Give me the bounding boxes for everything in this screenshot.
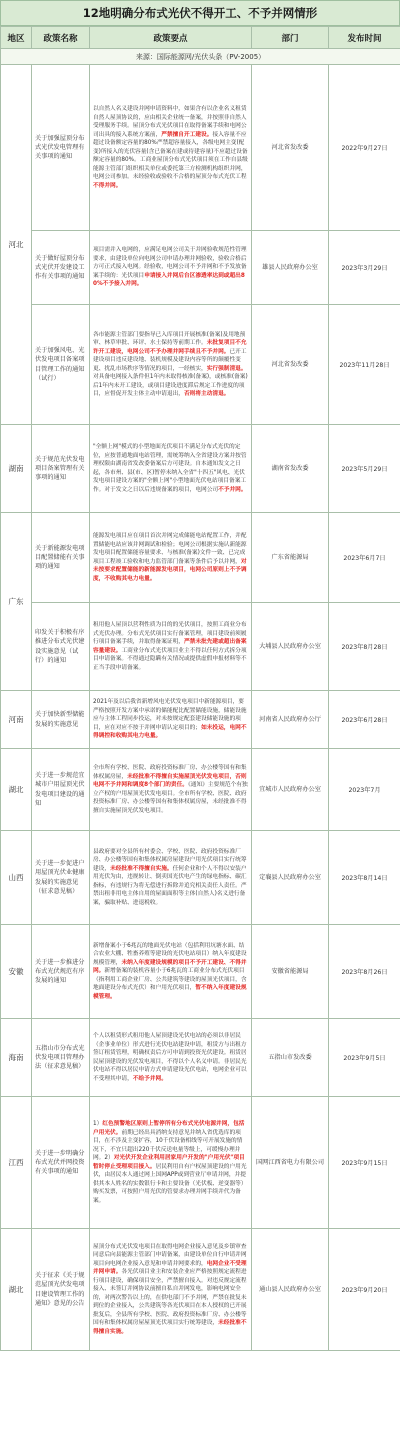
region-cell-henan: 河南: [1, 691, 32, 749]
table-row: [1, 1019, 400, 1097]
policy-points: [90, 603, 252, 691]
policy-text: 《通知》主要规范个有独立产权的户用屋顶光伏发电项目。全市所有学校、医院、政府投资标准厂房、办公楼等国有和集体权属房屋，未经批准不得擅自实施屋顶光伏发电项目。: [93, 782, 248, 814]
policy-text: 任何企业和个人不得以安装户用光伏为由，违规转让、倒卖国光伏电产生的绿电指标、碳汇指标，有违规行为将无偿进行拆除并追究相关责任人责任。严禁出租非用电主体自用的屋面面积等主体(自然人)名义进行备案，骗取补贴、进退税收。: [93, 865, 247, 906]
table-row: [1, 1229, 400, 1351]
department: 雄县人民政府办公室: [252, 231, 329, 305]
publish-date: 2023年11月28日: [329, 305, 400, 425]
highlight-text: 严禁擅自开工建设。: [161, 131, 213, 138]
policy-text: "全额上网"模式的小型地面光伏项目不满足分布式光伏的定位，应按普通地面电站管理，需统筹纳入全省建设方案并按管理权限由湖南省发改委备案后方可建设。自本通知发文之日起，各市州、县(市、区)暂停未纳入全省"十四五"风电、光伏发电项目建设方案的"全额上网"小型地面光伏电站项目备案工作。对于发文之日以后违规备案的项目，电网公司: [93, 444, 247, 493]
policy-text: 租用他人屋顶以营利性质为目的的光伏项目，按照工商业分布式光伏办理。分布式光伏项目实行备案管理，项目建设前须履行项目备案手续，并取得备案证明，: [93, 622, 247, 645]
policy-text: 全市所有学校、医院、政府投资标准厂房、办公楼等国有和集体权属房屋，: [93, 765, 247, 780]
policy-text: 已开工建设项目违反建设地、装机规模及建设内容等所的颠覆性变更、扰乱市场秩序等情况的项目，一经核实，: [93, 348, 247, 372]
department: 河北省发改委: [252, 65, 329, 231]
region-cell-hubei: 湖北: [1, 1229, 32, 1351]
policy-points: [90, 65, 252, 231]
highlight-text: 申请接入并网后台区渗透率达到或超出80%不予接入并网。: [93, 272, 245, 288]
publish-date: 2023年5月29日: [329, 425, 400, 513]
page-title: 12地明确分布式光伏不得开工、不予并网情形: [0, 0, 400, 26]
publish-date: 2023年9月5日: [329, 1019, 400, 1097]
policy-text: 屋顶分布式光伏发电项目在取得电网企业接入意见及乡镇审查同意后向县能源主管部门申请备案，由建设单位自行申请并网项目向电网企业接入意见和申请并网要求的，: [93, 1243, 247, 1267]
policy-points: [90, 231, 252, 305]
publish-date: 2023年8月26日: [329, 925, 400, 1019]
policy-name: 关于进一步明确分布式光伏并网投资有关事项的通知: [32, 1097, 90, 1229]
region-cell-guangdong: 广东: [1, 513, 32, 691]
highlight-text: 未经批准不得擅自实施。: [93, 1320, 247, 1335]
region-cell-jiangxi: 江西: [1, 1097, 32, 1229]
publish-date: 2023年8月14日: [329, 831, 400, 925]
publish-date: 2023年3月29日: [329, 231, 400, 305]
publish-date: 2023年6月7日: [329, 513, 400, 603]
source-row: [1, 49, 400, 65]
table-row: [1, 231, 400, 305]
policy-text: 工商业分布式光伏项目业主不得以任何方式拆分项目申请备案。不得通过隐瞒有关情况或提供虚假申报材料等不正当手段申请备案。: [93, 647, 247, 671]
policy-points: [90, 831, 252, 925]
region-cell-hubei: 湖北: [1, 749, 32, 831]
table-row: [1, 425, 400, 513]
table-row: [1, 305, 400, 425]
policy-name: 关于做好屋顶分布式光伏开发建设工作有关事项的通知: [32, 231, 90, 305]
policy-text: 前期已经出具消纳支持意见并纳入省优选库的项目，在不涉及主变扩容，10千伏设备相线等可开展发施的情况下，不宜只超出220千伏反送电量等级上，可缓慢办理并网。2）: [93, 1129, 243, 1161]
policy-text: 接入容量不应超过设备额定容量的80%严禁超容量接入，各级电网主变(配变)所接入的光伏容量(含已备案在建或待建容量)不应超过设备额定容量的80%。工商业屋顶分布式光伏项目须在工作自县级能源主管部门组织相关单位或委托第三方检测机构组织并网，电网公司参加。未经验收或验收不合格的屋顶分布式光伏工程: [93, 131, 248, 180]
source-note: 来源：国际能源网/光伏头条（PV-2005）: [1, 49, 400, 65]
department: 河南省人民政府办公厅: [252, 691, 329, 749]
policy-text: 居民利用自有户权屋顶建设的户用光伏，由居民本人通过网上国网APP或到营业厅申请并网，并提供其本人姓名的实数银行卡和主要设备（光伏板、逆变器等）购买发票，可按照户用光伏的管要求办理并网手续并代为备案。: [93, 1163, 247, 1204]
policy-points: [90, 513, 252, 603]
policy-text: 新增备案小于6兆瓦的地面光伏电站（包括利用坑塘水面、结合农业大棚、牲畜养殖等建设的光伏电站项目）纳入年度建设规模管理，: [93, 942, 247, 966]
policy-text: 各市能源主管部门要指导已入库项目开展核准(备案)及用地预审、林草审批、环评、水土保持等前期工作。: [93, 331, 246, 346]
policy-name: 关于新能源发电项目配置储能有关事项的通知: [32, 513, 90, 603]
policy-text: 1）: [93, 1121, 103, 1127]
highlight-text: 不予并网。: [218, 486, 247, 493]
region-cell-shanxi: 山西: [1, 831, 32, 925]
policy-table: [0, 26, 400, 1351]
highlight-text: 暂不纳入年度建设规模管理。: [93, 985, 247, 1000]
policy-name: 关于进一步推进分布式光伏规范有序发展的通知: [32, 925, 90, 1019]
table-row: [1, 749, 400, 831]
highlight-text: 不得并网。: [93, 182, 122, 189]
policy-text: 2021年及以后我省新增风电光伏发电项目中新能源项目，要严格按照开发方案中承诺的储能配比配置储能设施，储能设施应与主体工程同步投运，对未按规定配套建设储能设施的项目，应在对应不按于并网申请认定项目的；: [93, 699, 247, 731]
policy-name: 五指山市分布式光伏发电项目管理办法（征求意见稿）: [32, 1019, 90, 1097]
policy-name: 关于加快新型储能发展的实施意见: [32, 691, 90, 749]
highlight-text: 严禁未批先建或超出备案容量建设。: [93, 639, 247, 654]
policy-name: 关于进一步促进户用屋顶光伏业健康发展的实施意见（征求意见稿）: [32, 831, 90, 925]
policy-text: 新增备案的装机容量小于6兆瓦的工商业分布式光伏项目（指利用工商企业厂房、公共建筑等建设的屋顶光伏项目，含地面建设分布式光伏）和户用光伏项目，: [93, 968, 247, 992]
table-row: [1, 691, 400, 749]
table-row: [1, 513, 400, 603]
department: 河北省发改委: [252, 305, 329, 425]
publish-date: 2023年9月20日: [329, 1229, 400, 1351]
policy-points: [90, 925, 252, 1019]
policy-name: 关于加强屋顶分布式光伏发电管理有关事项的通知: [32, 65, 90, 231]
department: 五指山市发改委: [252, 1019, 329, 1097]
policy-text: 对具备电网接入条件但1年内未取得核准(备案)，或核准(备案)后1年内未开工建设，或项目建设进度滞后规定工作进度的项目，应督促开发主体主动申请退出，: [93, 374, 248, 397]
department: 宜城市人民政府办公室: [252, 749, 329, 831]
table-row: [1, 603, 400, 691]
policy-name: 印发关于积极有序推进分布式光伏建设实施意见（试行）的通知: [32, 603, 90, 691]
policy-name: 关于进一步规范宜城市户用屋顶光伏发电项目建设的通知: [32, 749, 90, 831]
region-cell-hunan: 湖南: [1, 425, 32, 513]
highlight-text: 未经批准不得擅自实施。: [110, 865, 173, 872]
policy-text: 项目需并入电网的，应满足电网公司关于并网验收规范性管理要求，由建设单位向电网公司申请办理并网验收，验收合格后方可正式接入电网。经验收，电网公司不予并网和不予发放备案手续的：光伏项目: [93, 247, 247, 279]
policy-text: 各光伏项目业主和安装企业应严格按照规定流程进行项目建设，确保项目安全，严禁擅自接入。对违反规定流程接入、未签订并网协议前擅自私自并网发电，影响电网安全的，对两次警告以上的，在供电部门不予并网，严禁在批复未到位的企业接入，公共建筑等各光伏项目在本人授权的已开展批复后，全县所有学校、医院、政府投资标准厂房、办公楼等国有和集体权属房屋屋顶光伏项目实行统筹建设，: [93, 1269, 247, 1327]
department: 定襄县人民政府办公室: [252, 831, 329, 925]
region-cell-hainan: 海南: [1, 1019, 32, 1097]
policy-name: 关于规范光伏发电项目备案管理有关事项的通知: [32, 425, 90, 513]
policy-text: 个人以租赁形式租用他人屋顶建设光伏电站的必须以非居民（企事业单位）形式进行光伏电站建设申请，租赁方与出租方签订租赁管理，明确权责后方可申请到投资光伏建设。租赁居民屋顶建设的光伏发电项目，不得以个人名义申请。非居民光伏电站不得以居民申请方式申请建设光伏电站，电网企业可以不受理其申请，: [93, 1033, 247, 1082]
publish-date: 2022年9月27日: [329, 65, 400, 231]
header-date: 发布时间: [329, 27, 400, 49]
header-department: 部门: [252, 27, 329, 49]
highlight-text: 未经批准不得擅自实施屋顶光伏发电项目，否则电网不予并网和调度8个部门的责任。: [93, 773, 247, 788]
table-header-row: [1, 27, 400, 49]
highlight-text: 未纳入年度建设规模的项目不予开工建设、不得并网。: [93, 959, 247, 975]
header-policy-points: 政策要点: [90, 27, 252, 49]
policy-points: [90, 749, 252, 831]
publish-date: 2023年8月28日: [329, 603, 400, 691]
policy-points: [90, 1097, 252, 1229]
policy-name: 关于加强风电、光伏发电项目备案项目管理工作的通知（试行）: [32, 305, 90, 425]
highlight-text: 红色预警地区原则上暂停所有分布式光伏电源并网，包括户用光伏。: [93, 1121, 245, 1136]
highlight-text: 实行强制清退。: [206, 365, 247, 372]
policy-points: [90, 691, 252, 749]
policy-points: [90, 1229, 252, 1351]
publish-date: 2023年6月28日: [329, 691, 400, 749]
highlight-text: 否则将主动清退。: [184, 391, 230, 397]
department: 湖南省发改委: [252, 425, 329, 513]
highlight-text: 电网企业不受理并网申请。: [93, 1260, 247, 1276]
policy-points: [90, 1019, 252, 1097]
header-region: 地区: [1, 27, 32, 49]
region-cell-hebei: 河北: [1, 65, 32, 425]
policy-text: 能源发电项目应在项目首次并网完成储能电站配置工作，并配置储能电站应该并网调试和检验；电网公司根据实施认新能源发电项目配置储能容量要求、与核准(备案)文件一致、已完成项目工程竣工验收和电力监管部门备案等条件后予以并网，: [93, 533, 247, 565]
highlight-text: 未批复项目不允许开工建设，电网公司不予办理并网手续且不予并网。: [93, 340, 247, 355]
department: 通山县人民政府办公室: [252, 1229, 329, 1351]
policy-text: 县政府要对全县所有村委会、学校、医院、政府投资标准厂房、办公楼等国有和集体权属房屋建设户用光伏项目实行统筹建设，: [93, 848, 247, 872]
table-row: [1, 925, 400, 1019]
highlight-text: 对未按要求配置储能的新能源发电项目，电网公司原则上不予调度，不收购其电力电量。: [93, 558, 247, 582]
table-row: [1, 1097, 400, 1229]
highlight-text: 不给予并网。: [132, 1075, 167, 1082]
table-row: [1, 65, 400, 231]
department: 广东省能源局: [252, 513, 329, 603]
department: 国网江西省电力有限公司: [252, 1097, 329, 1229]
publish-date: 2023年9月15日: [329, 1097, 400, 1229]
policy-name: 关于征求《关于规范屋顶光伏发电项目建设管理工作的通知》意见的公告: [32, 1229, 90, 1351]
policy-text: 以自然人名义建设并网申请资料中，如果含有以企业名义租赁自然人屋顶协议的，应由相关企业统一备案，并按照非自然人受理服务手续。屋顶分布式光伏项目在取得备案手续和电网公司出具的接入系统方案前，: [93, 106, 247, 138]
highlight-text: 对光伏开发企业利用居家用户开发的"户用光伏"项目暂时停止受理项目接入。: [93, 1155, 245, 1170]
policy-points: [90, 425, 252, 513]
department: 安徽省能源局: [252, 925, 329, 1019]
region-cell-anhui: 安徽: [1, 925, 32, 1019]
department: 大埔县人民政府办公室: [252, 603, 329, 691]
header-policy-name: 政策名称: [32, 27, 90, 49]
highlight-text: 如未投运，电网不得调控和收购其电力电量。: [93, 724, 247, 740]
table-row: [1, 831, 400, 925]
policy-points: [90, 305, 252, 425]
publish-date: 2023年7月: [329, 749, 400, 831]
